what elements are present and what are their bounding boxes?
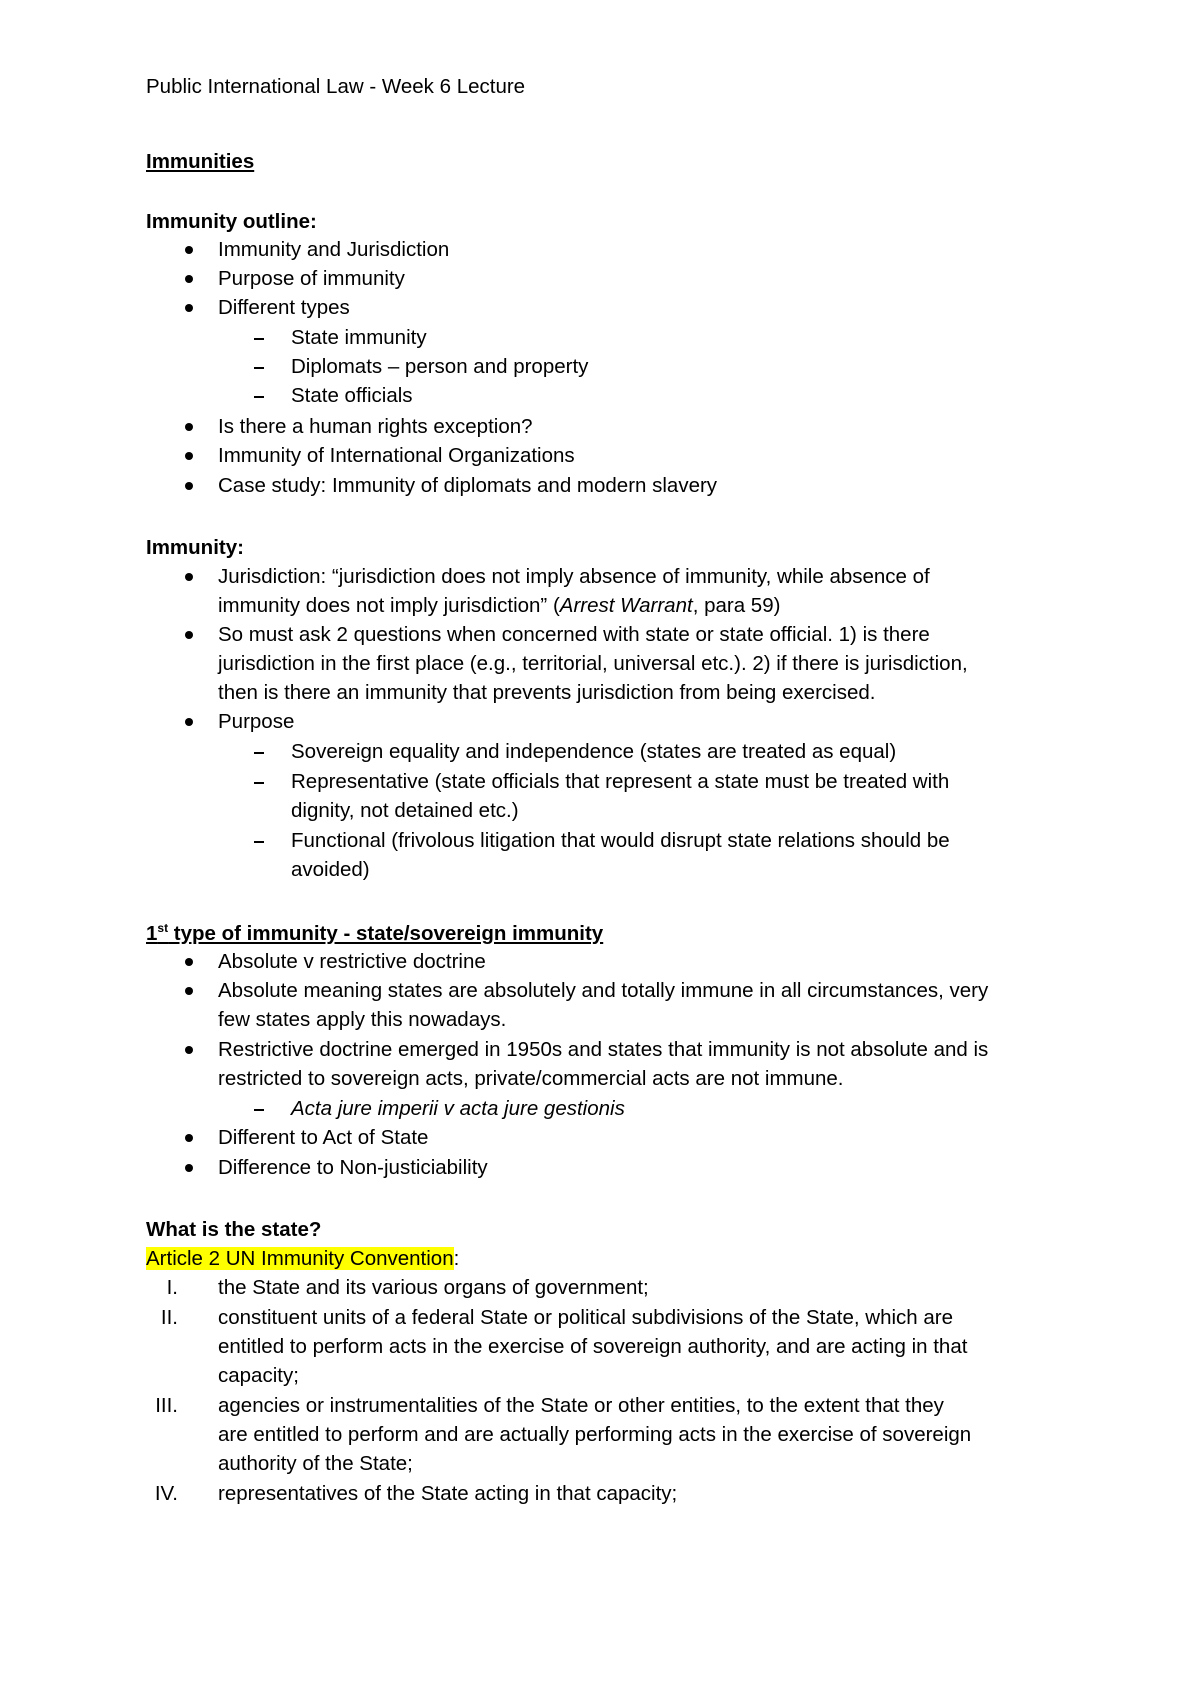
highlighted-article: Article 2 UN Immunity Convention: [146, 1247, 454, 1270]
dash-icon: [254, 782, 264, 784]
dash-icon: [254, 396, 264, 398]
document-title: Public International Law - Week 6 Lecture: [146, 75, 526, 98]
bullet-icon: [185, 631, 193, 639]
bullet-icon: [185, 718, 193, 726]
outline-item: Different types: [218, 296, 350, 319]
outline-item: Immunity of International Organizations: [218, 444, 575, 467]
dash-icon: [254, 752, 264, 754]
questions-line: So must ask 2 questions when concerned with state or state official. 1) is there: [218, 623, 930, 646]
article-item: representatives of the State acting in that capacity;: [218, 1482, 678, 1505]
outline-heading: Immunity outline:: [146, 210, 317, 233]
doctrine-item: Absolute v restrictive doctrine: [218, 950, 486, 973]
heading-text: type of immunity - state/sovereign immunity: [168, 922, 604, 945]
jurisdiction-line-1: Jurisdiction: “jurisdiction does not imply absence of immunity, while absence of: [218, 565, 930, 588]
dash-icon: [254, 367, 264, 369]
doctrine-item: Absolute meaning states are absolutely and totally immune in all circumstances, very: [218, 979, 989, 1002]
article-item-cont: are entitled to perform and are actually performing acts in the exercise of sovereign: [218, 1423, 972, 1446]
purpose-item: Representative (state officials that represent a state must be treated with: [291, 770, 950, 793]
purpose-item-cont: dignity, not detained etc.): [291, 799, 519, 822]
dash-icon: [254, 1109, 264, 1111]
first-type-heading: [146, 920, 603, 948]
article-item: agencies or instrumentalities of the State or other entities, to the extent that they: [218, 1394, 944, 1417]
article-item: the State and its various organs of government;: [218, 1276, 649, 1299]
outline-subitem: Diplomats – person and property: [291, 355, 589, 378]
bullet-icon: [185, 1134, 193, 1142]
article-colon: :: [453, 1247, 460, 1270]
bullet-icon: [185, 246, 193, 254]
heading-ordinal: st: [157, 921, 169, 935]
outline-item: Purpose of immunity: [218, 267, 405, 290]
outline-subitem: State officials: [291, 384, 413, 407]
case-citation: , para 59): [692, 594, 781, 617]
doctrine-item: Different to Act of State: [218, 1126, 429, 1149]
doctrine-item-cont: few states apply this nowadays.: [218, 1008, 507, 1031]
dash-icon: [254, 338, 264, 340]
bullet-icon: [185, 573, 193, 581]
bullet-icon: [185, 275, 193, 283]
doctrine-subitem: Acta jure imperii v acta jure gestionis: [291, 1097, 625, 1120]
dash-icon: [254, 841, 264, 843]
outline-item: Case study: Immunity of diplomats and modern slavery: [218, 474, 718, 497]
outline-item: Is there a human rights exception?: [218, 415, 533, 438]
article-item-cont: authority of the State;: [218, 1452, 413, 1475]
bullet-icon: [185, 482, 193, 490]
bullet-icon: [185, 958, 193, 966]
bullet-icon: [185, 304, 193, 312]
case-name: Arrest Warrant: [559, 594, 693, 617]
bullet-icon: [185, 423, 193, 431]
outline-item: Immunity and Jurisdiction: [218, 238, 450, 261]
article-item-cont: capacity;: [218, 1364, 299, 1387]
bullet-icon: [185, 452, 193, 460]
doctrine-item: Difference to Non-justiciability: [218, 1156, 488, 1179]
article-item: constituent units of a federal State or political subdivisions of the State, which are: [218, 1306, 953, 1329]
purpose-item: Functional (frivolous litigation that would disrupt state relations should be: [291, 829, 950, 852]
doctrine-item-cont: restricted to sovereign acts, private/commercial acts are not immune.: [218, 1067, 844, 1090]
bullet-icon: [185, 1046, 193, 1054]
doctrine-item: Restrictive doctrine emerged in 1950s and states that immunity is not absolute and is: [218, 1038, 989, 1061]
state-heading: What is the state?: [146, 1218, 322, 1241]
bullet-icon: [185, 1164, 193, 1172]
numeral-label: I.: [166, 1276, 178, 1299]
questions-line: then is there an immunity that prevents jurisdiction from being exercised.: [218, 681, 876, 704]
heading-number: 1: [146, 922, 158, 945]
jurisdiction-line-2: [218, 592, 780, 620]
section-heading: Immunities: [146, 150, 255, 173]
numeral-label: IV.: [154, 1482, 178, 1505]
immunity-heading: Immunity:: [146, 536, 244, 559]
purpose-item-cont: avoided): [291, 858, 370, 881]
purpose-label: Purpose: [218, 710, 295, 733]
questions-line: jurisdiction in the first place (e.g., territorial, universal etc.). 2) if there is jurisdiction,: [218, 652, 968, 675]
bullet-icon: [185, 987, 193, 995]
purpose-item: Sovereign equality and independence (states are treated as equal): [291, 740, 897, 763]
article-item-cont: entitled to perform acts in the exercise of sovereign authority, and are acting in that: [218, 1335, 968, 1358]
numeral-label: III.: [155, 1394, 178, 1417]
numeral-label: II.: [160, 1306, 178, 1329]
outline-subitem: State immunity: [291, 326, 427, 349]
jurisdiction-quote-end: immunity does not imply jurisdiction” (: [218, 594, 560, 617]
article-reference: [146, 1245, 459, 1273]
